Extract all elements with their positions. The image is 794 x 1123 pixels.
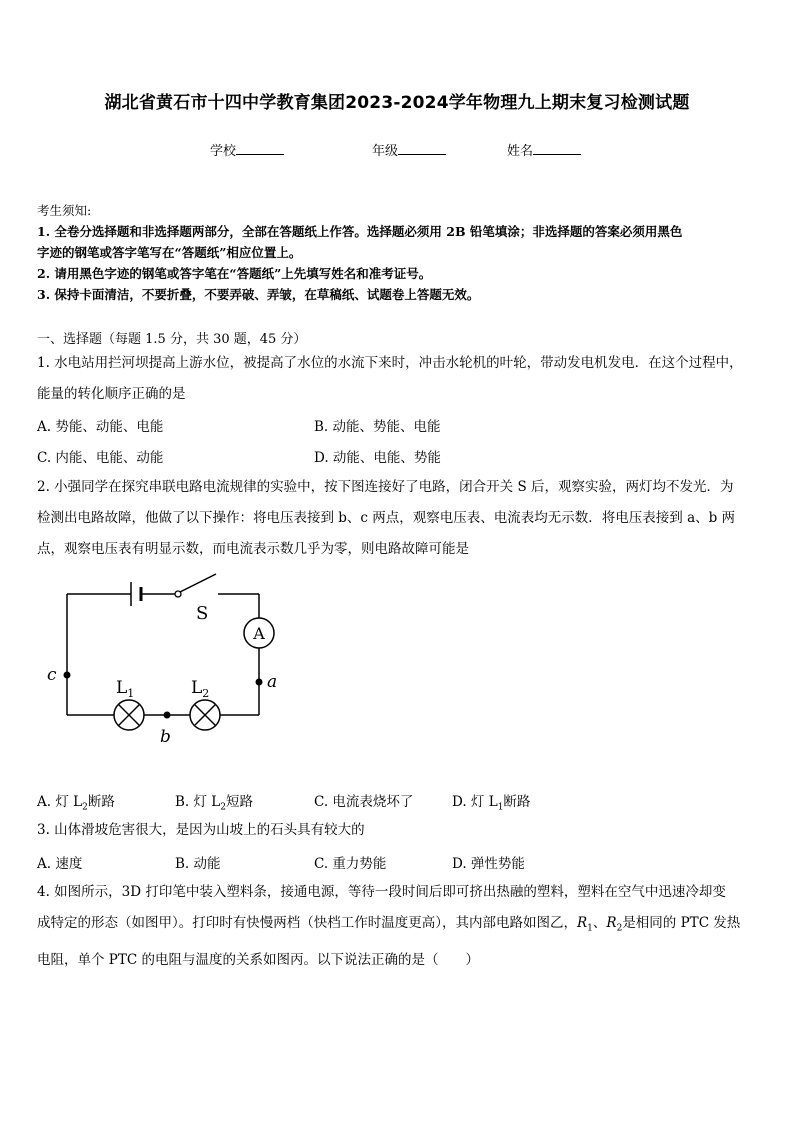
name-label: 姓名 bbox=[507, 144, 534, 159]
q1-option-a: A. 势能、动能、电能 bbox=[37, 419, 164, 435]
page-title: 湖北省黄石市十四中学教育集团2023-2024学年物理九上期末复习检测试题 bbox=[104, 93, 690, 113]
notice-item-1b: 字迹的钢笔或答字笔写在“答题纸”相应位置上。 bbox=[37, 245, 302, 260]
node-a bbox=[256, 679, 263, 686]
q2-option-c: C. 电流表烧坏了 bbox=[314, 794, 414, 810]
q1-option-c: C. 内能、电能、动能 bbox=[37, 450, 164, 466]
name-field bbox=[507, 140, 581, 159]
node-c bbox=[64, 672, 71, 679]
circuit-diagram bbox=[40, 570, 290, 750]
q2-option-b: B. 灯 $L_2$短路 bbox=[175, 794, 253, 813]
point-c-label: c bbox=[47, 665, 57, 685]
q1-line-1: 1. 水电站用拦河坝提高上游水位，被提高了水位的水流下来时，冲击水轮机的叶轮，带动发电机发电．在这个过程中， bbox=[37, 355, 743, 371]
q4-line-1: 4. 如图所示，3D 打印笔中装入塑料条，接通电源，等待一段时间后即可挤出热融的塑料，塑料在空气中迅速冷却变 bbox=[37, 884, 726, 900]
section-heading: 一、选择题（每题 1.5 分，共 30 题，45 分） bbox=[37, 332, 307, 347]
question-2 bbox=[37, 472, 759, 565]
switch-label: S bbox=[196, 603, 209, 624]
switch-blade bbox=[180, 574, 216, 592]
switch-pivot bbox=[175, 591, 181, 597]
q1-option-d: D. 动能、电能、势能 bbox=[314, 450, 441, 466]
q2-line-1: 2. 小强同学在探究串联电路电流规律的实验中，按下图连接好了电路，闭合开关 S 后，观察实验，两灯均不发光．为 bbox=[37, 479, 734, 495]
q3-option-b: B. 动能 bbox=[175, 856, 221, 872]
notice-item-1a: 1. 全卷分选择题和非选择题两部分，全部在答题纸上作答。选择题必须用 2B 铅笔填涂；非选择题的答案必须用黑色 bbox=[37, 224, 683, 239]
name-blank bbox=[533, 142, 581, 155]
question-3: 3. 山体滑坡危害很大，是因为山坡上的石头具有较大的 bbox=[37, 822, 365, 838]
q3-option-a: A. 速度 bbox=[37, 856, 83, 872]
node-b bbox=[164, 712, 171, 719]
notice-block bbox=[37, 200, 759, 305]
notice-item-3: 3. 保持卡面清洁，不要折叠，不要弄破、弄皱，在草稿纸、试题卷上答题无效。 bbox=[37, 287, 480, 302]
notice-heading: 考生须知: bbox=[37, 203, 92, 218]
q4-line-2: 成特定的形态（如图甲）。打印时有快慢两档（快档工作时温度更高），其内部电路如图乙，$R_1$、$R_2$是相同的 PTC 发热 bbox=[37, 915, 741, 934]
q2-option-d: D. 灯 $L_1$断路 bbox=[452, 794, 531, 813]
q2-option-a: A. 灯 $L_2$断路 bbox=[37, 794, 115, 813]
ammeter-label: A bbox=[253, 624, 265, 643]
grade-blank bbox=[398, 142, 446, 155]
q3-option-c: C. 重力势能 bbox=[314, 856, 387, 872]
notice-item-2: 2. 请用黑色字迹的钢笔或答字笔在“答题纸”上先填写姓名和准考证号。 bbox=[37, 266, 432, 281]
question-4 bbox=[37, 877, 759, 976]
q4-line-3: 电阻，单个 PTC 的电阻与温度的关系如图丙。以下说法正确的是（ ） bbox=[37, 951, 479, 968]
q2-line-2: 检测出电路故障，他做了以下操作：将电压表接到 b、c 两点，观察电压表、电流表均无示数．将电压表接到 a、b 两 bbox=[37, 510, 736, 526]
lamp-2-label: $L_2$ bbox=[191, 678, 210, 700]
school-label: 学校 bbox=[210, 144, 237, 159]
q3-option-d: D. 弹性势能 bbox=[452, 856, 525, 872]
school-blank bbox=[236, 142, 284, 155]
grade-field bbox=[372, 140, 446, 159]
school-field bbox=[210, 140, 284, 159]
lamp-1-label: $L_1$ bbox=[116, 678, 135, 700]
grade-label: 年级 bbox=[372, 144, 399, 159]
q1-option-b: B. 动能、势能、电能 bbox=[314, 419, 441, 435]
q1-line-2: 能量的转化顺序正确的是 bbox=[37, 386, 186, 402]
point-b-label: b bbox=[160, 727, 171, 747]
point-a-label: a bbox=[267, 672, 278, 692]
question-1 bbox=[37, 348, 759, 410]
q2-line-3: 点，观察电压表有明显示数，而电流表示数几乎为零，则电路故障可能是 bbox=[37, 541, 469, 557]
